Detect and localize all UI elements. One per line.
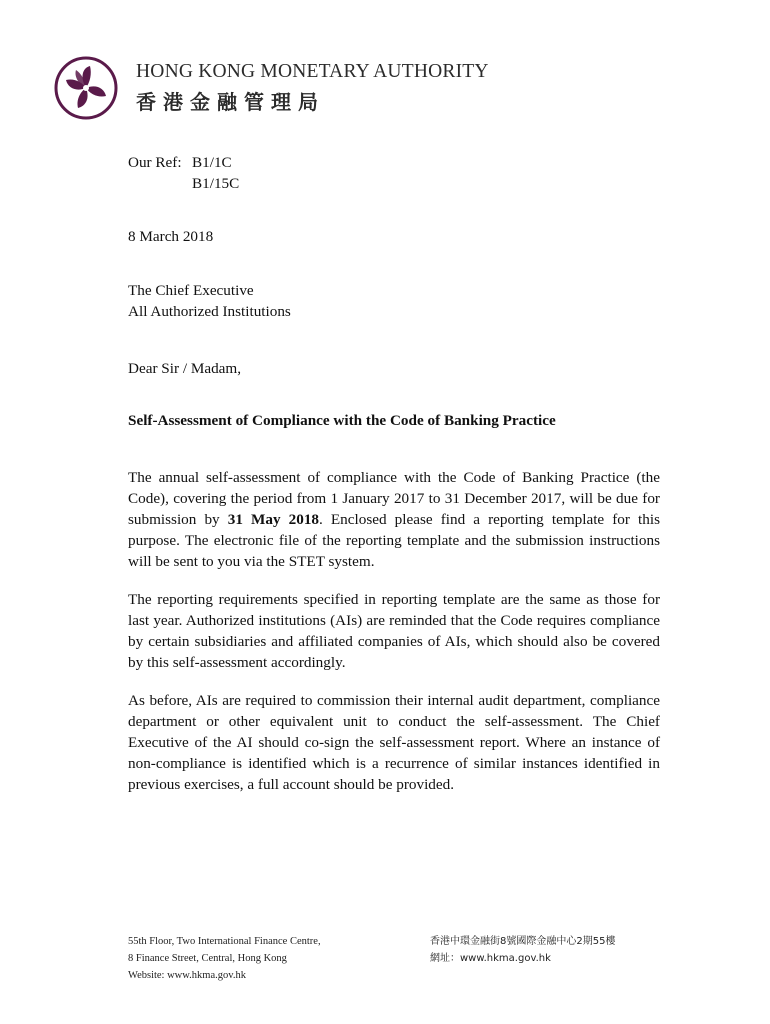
recipient-block <box>128 280 291 322</box>
org-name-en: HONG KONG MONETARY AUTHORITY <box>136 61 489 82</box>
reference-label: Our Ref: <box>128 154 182 171</box>
paragraph-text: . Enclosed please find a reporting template for this purpose. The electronic file of the reporting template and the submission instructions will be sent to you via the STET system. <box>128 511 660 570</box>
footer-line: 香港中環金融街8號國際金融中心2期55樓 <box>430 936 616 947</box>
footer-address-zh <box>430 933 615 967</box>
reference-block <box>128 152 239 194</box>
footer-website: Website: www.hkma.gov.hk <box>128 970 246 981</box>
footer-address-en <box>128 933 321 984</box>
paragraph-1 <box>128 467 660 572</box>
due-date-emphasis: 31 May 2018 <box>227 511 320 528</box>
reference-value: B1/1C <box>192 154 232 171</box>
footer-line: 55th Floor, Two International Finance Centre, <box>128 936 321 947</box>
salutation: Dear Sir / Madam, <box>128 360 242 377</box>
letter-date: 8 March 2018 <box>128 228 214 245</box>
footer-line: 8 Finance Street, Central, Hong Kong <box>128 953 287 964</box>
paragraph-3: As before, AIs are required to commission their internal audit department, compliance department or other equivalent unit to conduct the self-assessment. The Chief Executive of the AI should co-sign the self-assessment report. Where an instance of non-compliance is identified which is a recurrence of similar instances identified in previous exercises, a full account should be provided. <box>128 692 660 793</box>
recipient-line: All Authorized Institutions <box>128 303 291 320</box>
recipient-line: The Chief Executive <box>128 282 254 299</box>
subject-heading: Self-Assessment of Compliance with the Code of Banking Practice <box>128 412 556 429</box>
org-name-zh: 香港金融管理局 <box>136 90 325 114</box>
reference-value: B1/15C <box>192 175 240 192</box>
footer-website: 網址：www.hkma.gov.hk <box>430 953 551 964</box>
hkma-logo <box>54 56 118 120</box>
paragraph-text: The annual self-assessment of compliance with the Code of Banking Practice (the Code), covering the period from 1 January 2017 to 31 December 2017, will be due for submission by <box>128 469 660 528</box>
paragraph-2: The reporting requirements specified in reporting template are the same as those for last year. Authorized institutions (AIs) are reminded that the Code requires compliance by certain subsidiaries and affiliated companies of AIs, which should also be covered by this self-assessment accordingly. <box>128 591 660 671</box>
